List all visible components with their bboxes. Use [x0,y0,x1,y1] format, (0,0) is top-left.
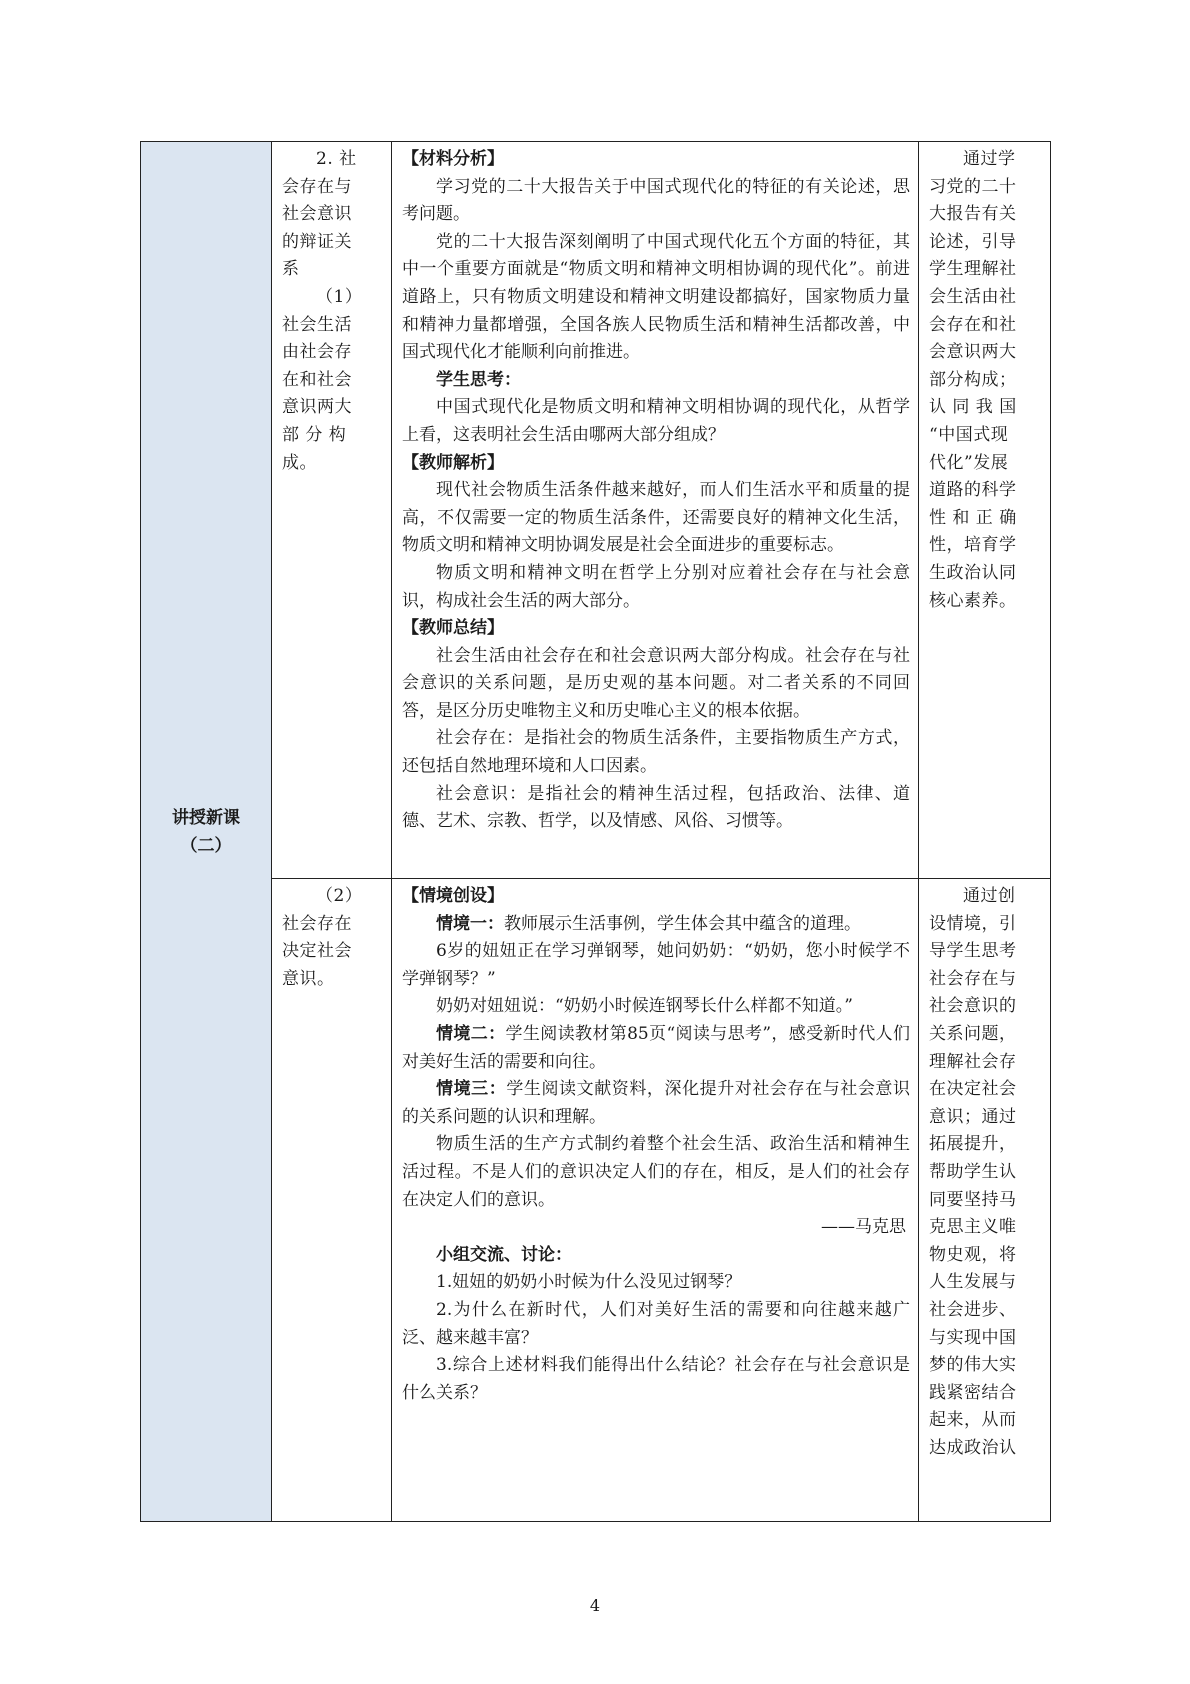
intent-line: 人生发展与 [929,1272,1017,1293]
intent-line: 论述，引导 [929,231,1017,252]
scenario-label: 情境三： [436,1079,507,1100]
scenario-text: 学生阅读文献资料，深化提升对社会存在与社会意识的关系问题的认识和理解。 [402,1079,911,1127]
intent-line: 设情境，引 [929,913,1017,934]
paragraph: 奶奶对妞妞说：“奶奶小时候连钢琴长什么样都不知道。” [436,996,853,1017]
scenario-text: 学生阅读教材第85页“阅读与思考”，感受新时代人们对美好生活的需要和向往。 [402,1023,911,1072]
intent-line: 社会意识的 [929,996,1017,1017]
topic-line: 决定社会 [282,941,352,962]
intent-line: 意识；通过 [929,1106,1017,1127]
lesson-plan-table [140,141,1051,1522]
intent-cell [919,879,1051,1522]
intent-line: 梦的伟大实 [929,1355,1017,1376]
page-number: 4 [589,1596,601,1615]
scenario-paragraph [402,1021,910,1076]
topic-line: 意识两大 [282,397,352,418]
intent-line: 理解社会存 [929,1051,1017,1072]
intent-line: 达成政治认 [929,1437,1017,1458]
intent-line: 大报告有关 [929,204,1017,225]
intent-line: 学生理解社 [929,259,1017,280]
intent-cell [919,142,1051,879]
discussion-label: 小组交流、讨论： [436,1244,572,1265]
topic-line: 意识。 [282,968,335,989]
scenario-paragraph [402,911,910,939]
intent-line: 同要坚持马 [929,1189,1017,1210]
quote-source: ——马克思 [821,1217,906,1238]
question-item: 1.妞妞的奶奶小时候为什么没见过钢琴？ [436,1272,742,1293]
stage-label-sub: （二） [180,835,232,856]
quote-paragraph: 物质生活的生产方式制约着整个社会生活、政治生活和精神生活过程。不是人们的意识决定人们的存在，相反，是人们的社会存在决定人们的意识。 [402,1134,910,1210]
intent-line: 性，培育学 [929,535,1017,556]
intent-line: 关系问题， [929,1023,1017,1044]
topic-line: （2） [316,886,363,906]
topic-line: 系 [282,259,300,280]
topic-line: 由社会存 [282,342,352,363]
intent-line: 代化”发展 [929,452,1009,473]
section-heading: 【教师总结】 [402,618,504,639]
table-row [141,879,1051,1522]
intent-line: 通过创 [963,886,1016,906]
intent-line: 道路的科学 [929,480,1017,501]
paragraph: 社会意识：是指社会的精神生活过程，包括政治、法律、道德、艺术、宗教、哲学，以及情感、风俗、习惯等。 [402,783,910,832]
intent-line: 帮助学生认 [929,1161,1017,1182]
scenario-label: 情境一： [436,913,504,934]
paragraph: 现代社会物质生活条件越来越好，而人们生活水平和质量的提高，不仅需要一定的物质生活条件，还需要良好的精神文化生活，物质文明和精神文明协调发展是社会全面进步的重要标志。 [402,480,910,556]
topic-line: 社会存在 [282,913,352,934]
paragraph: 学习党的二十大报告关于中国式现代化的特征的有关论述，思考问题。 [402,176,910,225]
intent-line: 通过学 [963,149,1016,169]
paragraph: 物质文明和精神文明在哲学上分别对应着社会存在与社会意识，构成社会生活的两大部分。 [402,562,910,611]
topic-line: 社会生活 [282,314,352,335]
question-item: 2.为什么在新时代，人们对美好生活的需要和向往越来越广泛、越来越丰富？ [402,1299,910,1348]
intent-line: 克思主义唯 [929,1217,1017,1238]
intent-line: 习党的二十 [929,176,1017,197]
scenario-label: 情境二： [436,1023,506,1044]
intent-line: 起来，从而 [929,1410,1017,1431]
intent-line: 拓展提升， [929,1134,1017,1155]
topic-line: 在和社会 [282,369,352,390]
intent-line: 与实现中国 [929,1327,1017,1348]
paragraph: 社会生活由社会存在和社会意识两大部分构成。社会存在与社会意识的关系问题，是历史观的基本问题。对二者关系的不同回答，是区分历史唯物主义和历史唯心主义的根本依据。 [402,645,910,721]
intent-line: 社会存在与 [929,968,1017,989]
section-subheading: 学生思考： [436,369,521,390]
intent-line: 会生活由社 [929,286,1017,307]
intent-line: 认 同 我 国 [929,397,1017,418]
section-heading: 【材料分析】 [402,149,504,169]
topic-cell [272,879,392,1522]
section-heading: 【教师解析】 [402,452,504,473]
topic-line: 社会意识 [282,204,352,225]
intent-line: 导学生思考 [929,941,1017,962]
table-row [141,142,1051,879]
topic-line: （1） [316,286,363,307]
paragraph: 党的二十大报告深刻阐明了中国式现代化五个方面的特征，其中一个重要方面就是“物质文明和精神文明相协调的现代化”。前进道路上，只有物质文明建设和精神文明建设都搞好，国家物质力量和精神力量都增强，全国各族人民物质生活和精神生活都改善，中国式现代化才能顺利向前推进。 [402,231,910,363]
topic-cell [272,142,392,879]
stage-cell [141,142,272,1522]
intent-line: 会意识两大 [929,342,1017,363]
intent-line: 社会进步、 [929,1299,1017,1320]
intent-line: 物史观，将 [929,1244,1017,1265]
scenario-text: 教师展示生活事例，学生体会其中蕴含的道理。 [504,913,861,934]
topic-line: 2. 社 [316,149,357,169]
intent-line: 践紧密结合 [929,1382,1017,1403]
content-cell [392,879,919,1522]
paragraph: 6岁的妞妞正在学习弹钢琴，她问奶奶：“奶奶，您小时候学不学弹钢琴？” [402,941,910,989]
intent-line: 在决定社会 [929,1079,1017,1100]
scenario-paragraph [402,1076,910,1131]
intent-line: 部分构成； [929,369,1017,390]
topic-line: 部 分 构 [282,424,347,445]
intent-line: 核心素养。 [929,590,1017,611]
intent-line: 生政治认同 [929,562,1017,583]
intent-line: “中国式现 [929,424,1009,445]
intent-line: 性 和 正 确 [929,507,1017,528]
topic-line: 成。 [282,452,317,473]
content-cell [392,142,919,879]
question-item: 3.综合上述材料我们能得出什么结论？社会存在与社会意识是什么关系？ [402,1355,910,1403]
paragraph: 社会存在：是指社会的物质生活条件，主要指物质生产方式，还包括自然地理环境和人口因素。 [402,728,910,777]
topic-line: 的辩证关 [282,231,352,252]
paragraph: 中国式现代化是物质文明和精神文明相协调的现代化，从哲学上看，这表明社会生活由哪两大部分组成？ [402,397,910,445]
stage-label: 讲授新课 [172,807,240,828]
intent-line: 会存在和社 [929,314,1017,335]
topic-line: 会存在与 [282,176,352,197]
section-heading: 【情境创设】 [402,886,504,906]
